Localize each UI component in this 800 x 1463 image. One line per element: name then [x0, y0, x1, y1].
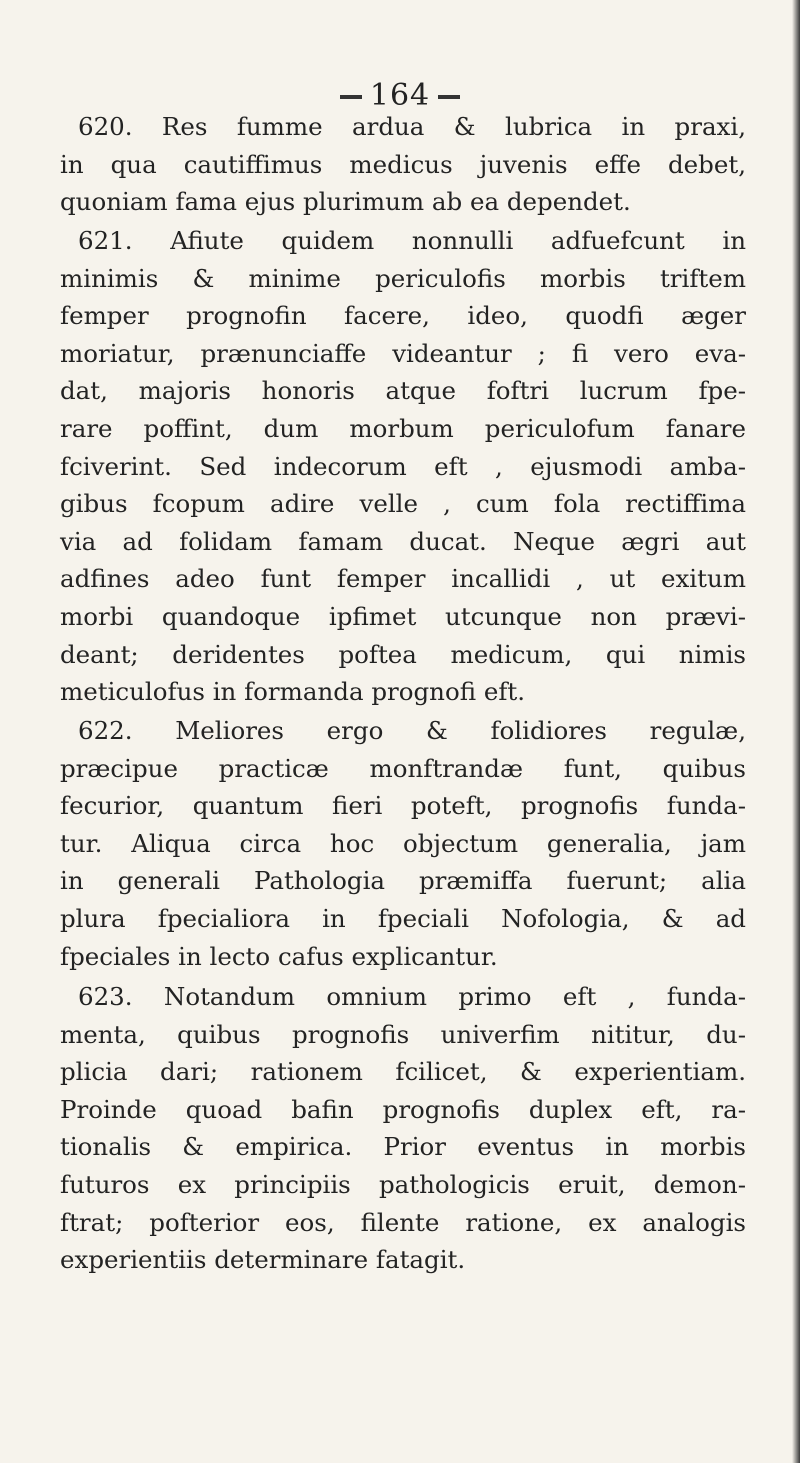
- text-line: præcipue practicæ monftrandæ funt, quibus: [60, 753, 746, 783]
- text-line: meticulofus in formanda prognofi eft.: [60, 677, 526, 707]
- text-line: menta, quibus prognofis univerfim nititur, du-: [60, 1019, 746, 1049]
- text-line: fecurior, quantum fieri poteft, prognofis funda-: [60, 791, 746, 821]
- paragraph-622: [60, 712, 746, 975]
- text-line: deant; deridentes poftea medicum, qui nimis: [60, 639, 746, 669]
- text-line: experientiis determinare fatagit.: [60, 1245, 466, 1275]
- text-line: in generali Pathologia præmiffa fuerunt; alia: [60, 866, 746, 896]
- text-line: ftrat; pofterior eos, filente ratione, ex analogis: [60, 1207, 746, 1237]
- text-line: morbi quandoque ipfimet utcunque non prævi-: [60, 601, 746, 631]
- header-ornament-right: [438, 95, 460, 99]
- text-line: fciverint. Sed indecorum eft , ejusmodi amba-: [60, 451, 746, 481]
- text-line: tionalis & empirica. Prior eventus in morbis: [60, 1132, 746, 1162]
- text-line: minimis & minime periculofis morbis triftem: [60, 263, 746, 293]
- text-line: 622. Meliores ergo & folidiores regulæ,: [78, 716, 746, 745]
- paragraph-620: [60, 108, 746, 221]
- text-line: futuros ex principiis pathologicis eruit, demon-: [60, 1169, 746, 1199]
- page-number: 164: [369, 78, 431, 113]
- paragraph-621: [60, 222, 746, 711]
- text-line: plura fpecialiora in fpeciali Nofologia, & ad: [60, 903, 746, 933]
- text-line: quoniam fama ejus plurimum ab ea dependet.: [60, 187, 631, 217]
- text-line: Proinde quoad bafin prognofis duplex eft, ra-: [60, 1094, 746, 1124]
- text-line: 623. Notandum omnium primo eft , funda-: [78, 982, 746, 1011]
- text-line: 621. Afiute quidem nonnulli adfuefcunt in: [78, 226, 746, 255]
- text-line: rare poffint, dum morbum periculofum fanare: [60, 413, 746, 443]
- text-line: tur. Aliqua circa hoc objectum generalia, jam: [60, 828, 746, 858]
- text-line: moriatur, prænunciaffe videantur ; fi vero eva-: [60, 338, 746, 368]
- text-line: gibus fcopum adire velle , cum fola rectiffima: [60, 489, 746, 519]
- text-line: fpeciales in lecto cafus explicantur.: [60, 941, 498, 971]
- text-line: plicia dari; rationem fcilicet, & experientiam.: [60, 1057, 746, 1087]
- page-edge-shadow: [792, 0, 800, 1463]
- text-line: femper prognofin facere, ideo, quodfi æger: [60, 301, 746, 331]
- text-line: 620. Res fumme ardua & lubrica in praxi,: [78, 112, 746, 141]
- text-line: dat, majoris honoris atque foftri lucrum fpe-: [60, 376, 746, 406]
- text-line: in qua cautiffimus medicus juvenis effe debet,: [60, 149, 746, 179]
- paragraph-623: [60, 978, 746, 1279]
- text-line: adfines adeo funt femper incallidi , ut exitum: [60, 564, 746, 594]
- text-line: via ad folidam famam ducat. Neque ægri aut: [60, 526, 746, 556]
- header-ornament-left: [340, 95, 362, 99]
